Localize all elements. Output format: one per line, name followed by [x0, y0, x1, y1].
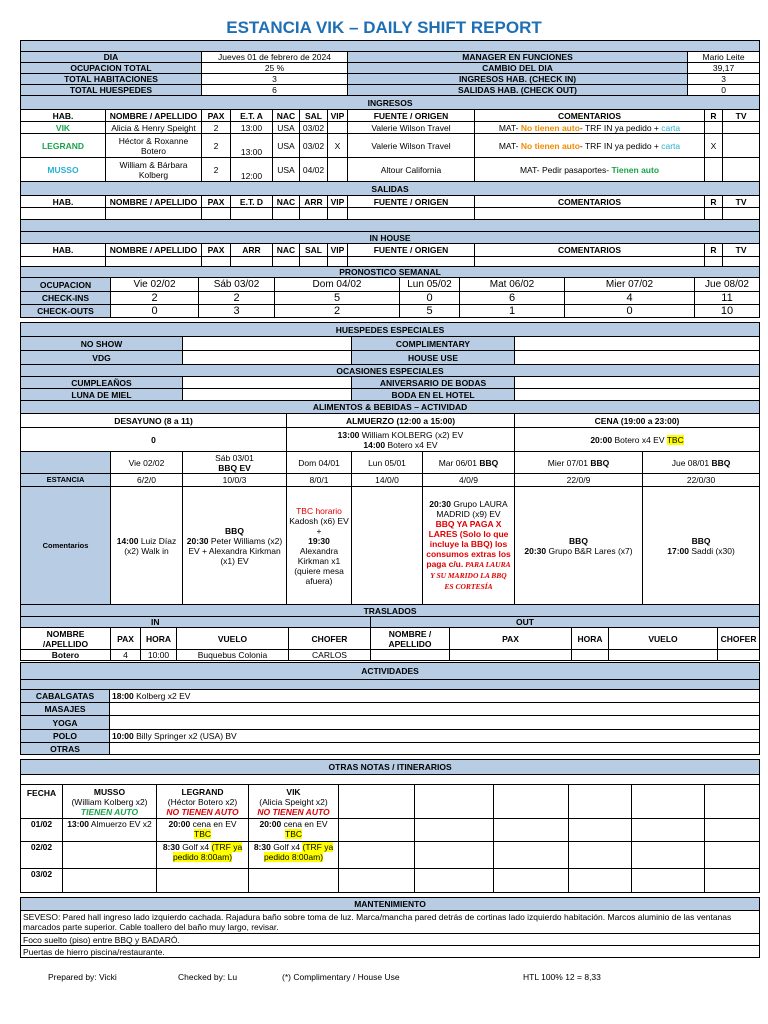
col-header: SAL [300, 244, 328, 257]
forecast-table [20, 266, 760, 318]
transfer-flight: Buquebus Colonia [177, 650, 289, 661]
maintenance-table [20, 897, 760, 958]
notes-table [20, 759, 760, 893]
room-header-vik: VIK (Alicia Speight x2) NO TIENEN AUTO [249, 785, 339, 819]
col-header: VUELO [609, 628, 718, 650]
sal-cell: 04/02 [300, 158, 328, 182]
note-cell: 13:00 Almuerzo EV x2 [63, 819, 157, 842]
dinner-label: CENA (19:00 a 23:00) [515, 414, 760, 428]
checkin-count: 2 [111, 292, 199, 305]
col-header: VUELO [177, 628, 289, 650]
manager-label: MANAGER EN FUNCIONES [348, 52, 688, 63]
comment-cell: MAT- Pedir pasaportes- Tienen auto [475, 158, 705, 182]
habitaciones-value: 3 [202, 74, 348, 85]
guest-name: Héctor & Roxanne Botero [106, 134, 202, 158]
col-header: R [705, 196, 723, 208]
forecast-day: Vie 02/02 [111, 278, 199, 292]
activity-value [110, 703, 760, 716]
transfers-table [20, 604, 760, 661]
col-header: COMENTARIOS [475, 110, 705, 122]
estancia-value: 22/0/9 [515, 474, 643, 487]
col-header: E.T. A [231, 110, 273, 122]
col-header: HORA [572, 628, 609, 650]
no-show-label: NO SHOW [21, 337, 183, 351]
ingresos-count-label: INGRESOS HAB. (CHECK IN) [348, 74, 688, 85]
estancia-value: 10/0/3 [183, 474, 287, 487]
checkin-count: 11 [695, 292, 760, 305]
col-header: NOMBRE / APELLIDO [371, 628, 450, 650]
activity-value: 10:00 Billy Springer x2 (USA) BV [110, 730, 760, 743]
ocupacion-value: 25 % [202, 63, 348, 74]
fb-comment: BBQ 17:00 Saddi (x30) [643, 487, 760, 605]
forecast-day: Mier 07/02 [565, 278, 695, 292]
tv-cell [723, 134, 760, 158]
comment-cell: MAT- No tienen auto- TRF IN ya pedido + carta [475, 134, 705, 158]
activity-value [110, 716, 760, 730]
inhouse-section-title: IN HOUSE [21, 232, 760, 244]
ingresos-count-value: 3 [688, 74, 760, 85]
col-header: PAX [202, 244, 231, 257]
guest-name: William & Bárbara Kolberg [106, 158, 202, 182]
transfer-driver: CARLOS [289, 650, 371, 661]
col-header: R [705, 244, 723, 257]
checkout-count: 0 [565, 305, 695, 318]
transfer-time: 10:00 [141, 650, 177, 661]
r-cell [705, 158, 723, 182]
source-cell: Valerie Wilson Travel [348, 134, 475, 158]
date-header: FECHA [21, 785, 63, 819]
transfers-title: TRASLADOS [21, 605, 760, 617]
note-date: 02/02 [21, 842, 63, 869]
occasions-title: OCASIONES ESPECIALES [21, 365, 760, 377]
col-header: VIP [328, 110, 348, 122]
note-cell: 8:30 Golf x4 (TRF ya pedido 8:00am) [249, 842, 339, 869]
nac-cell: USA [273, 158, 300, 182]
page-title: ESTANCIA VIK – DAILY SHIFT REPORT [226, 18, 542, 37]
eta-cell: 13:00 [231, 122, 273, 134]
col-header: HORA [141, 628, 177, 650]
forecast-day: Lun 05/02 [400, 278, 460, 292]
checkout-count: 2 [275, 305, 400, 318]
maintenance-note: Puertas de hierro piscina/restaurante. [21, 946, 760, 958]
comment-cell: MAT- No tienen auto- TRF IN ya pedido + carta [475, 122, 705, 134]
food-beverage-table [20, 400, 760, 605]
checkout-count: 3 [199, 305, 275, 318]
note-date: 03/02 [21, 869, 63, 893]
r-cell [705, 122, 723, 134]
fb-comment: BBQ 20:30 Grupo B&R Lares (x7) [515, 487, 643, 605]
note-date: 01/02 [21, 819, 63, 842]
huespedes-label: TOTAL HUESPEDES [21, 85, 202, 96]
guest-name: Alicia & Henry Speight [106, 122, 202, 134]
activity-value: 18:00 Kolberg x2 EV [110, 690, 760, 703]
habitaciones-label: TOTAL HABITACIONES [21, 74, 202, 85]
col-header: NOMBRE / APELLIDO [106, 244, 202, 257]
col-header: SAL [300, 110, 328, 122]
checkout-count: 10 [695, 305, 760, 318]
row-label: OCUPACION [21, 278, 111, 292]
checkin-count: 6 [460, 292, 565, 305]
estancia-value: 6/2/0 [111, 474, 183, 487]
col-header: CHOFER [289, 628, 371, 650]
estancia-label: ESTANCIA [21, 474, 111, 487]
checkout-count: 5 [400, 305, 460, 318]
checked-by: Checked by: Lu [178, 972, 238, 982]
table-row [21, 158, 760, 182]
pax-cell: 2 [202, 134, 231, 158]
fb-day: Sáb 03/01 BBQ EV [183, 452, 287, 474]
cambio-label: CAMBIO DEL DIA [348, 63, 688, 74]
col-header: NAC [273, 196, 300, 208]
lunch-label: ALMUERZO (12:00 a 15:00) [287, 414, 515, 428]
tv-cell [723, 122, 760, 134]
report-main-table [20, 40, 760, 270]
honeymoon-label: LUNA DE MIEL [21, 389, 183, 401]
ingresos-section-title: INGRESOS [21, 96, 760, 110]
col-header: HAB. [21, 196, 106, 208]
activities-table [20, 662, 760, 755]
col-header: NOMBRE /APELLIDO [21, 628, 111, 650]
special-guests-table [20, 322, 760, 401]
room-name: MUSSO [21, 158, 106, 182]
col-header: PAX [202, 110, 231, 122]
transfers-out-label: OUT [371, 617, 760, 628]
transfer-pax: 4 [111, 650, 141, 661]
col-header: PAX [202, 196, 231, 208]
dia-value: Jueves 01 de febrero de 2024 [202, 52, 348, 63]
checkin-count: 5 [275, 292, 400, 305]
fb-comment: BBQ 20:30 Peter Williams (x2) EV + Alexandra Kirkman (x1) EV [183, 487, 287, 605]
fb-day: Jue 08/01 BBQ [643, 452, 760, 474]
lunch-value: 13:00 William KOLBERG (x2) EV 14:00 Botero x4 EV [287, 428, 515, 452]
col-header: NOMBRE / APELLIDO [106, 110, 202, 122]
anniversary-label: ANIVERSARIO DE BODAS [352, 377, 515, 389]
complimentary-note: (*) Complimentary / House Use [282, 972, 400, 982]
pax-cell: 2 [202, 122, 231, 134]
activity-value [110, 743, 760, 755]
room-name: VIK [21, 122, 106, 134]
complimentary-label: COMPLIMENTARY [352, 337, 515, 351]
maintenance-note: Foco suelto (piso) entre BBQ y BADARÓ. [21, 934, 760, 946]
vip-cell: X [328, 134, 348, 158]
pax-cell: 2 [202, 158, 231, 182]
salidas-section-title: SALIDAS [21, 182, 760, 196]
col-header: FUENTE / ORIGEN [348, 244, 475, 257]
dinner-value: 20:00 Botero x4 EV TBC [515, 428, 760, 452]
salidas-count-label: SALIDAS HAB. (CHECK OUT) [348, 85, 688, 96]
col-header: ARR [300, 196, 328, 208]
transfer-name: Botero [21, 650, 111, 661]
activity-label: POLO [21, 730, 110, 743]
room-header-legrand: LEGRAND (Héctor Botero x2) NO TIENEN AUTO [157, 785, 249, 819]
col-header: NAC [273, 110, 300, 122]
col-header: TV [723, 110, 760, 122]
ocupacion-label: OCUPACION TOTAL [21, 63, 202, 74]
checkin-count: 0 [400, 292, 460, 305]
col-header: R [705, 110, 723, 122]
row-label: CHECK-INS [21, 292, 111, 305]
col-header: COMENTARIOS [475, 244, 705, 257]
transfers-in-label: IN [21, 617, 371, 628]
col-header: FUENTE / ORIGEN [348, 196, 475, 208]
col-header: HAB. [21, 244, 106, 257]
forecast-day: Mat 06/02 [460, 278, 565, 292]
birthday-label: CUMPLEAÑOS [21, 377, 183, 389]
table-row [21, 122, 760, 134]
activity-label: MASAJES [21, 703, 110, 716]
note-cell: 8:30 Golf x4 (TRF ya pedido 8:00am) [157, 842, 249, 869]
cambio-value: 39,17 [688, 63, 760, 74]
forecast-title: PRONOSTICO SEMANAL [21, 267, 760, 278]
col-header: FUENTE / ORIGEN [348, 110, 475, 122]
source-cell: Valerie Wilson Travel [348, 122, 475, 134]
estancia-value: 8/0/1 [287, 474, 352, 487]
sal-cell: 03/02 [300, 122, 328, 134]
sal-cell: 03/02 [300, 134, 328, 158]
fb-day: Dom 04/01 [287, 452, 352, 474]
room-name: LEGRAND [21, 134, 106, 158]
eta-cell: 13:00 [231, 134, 273, 158]
col-header: TV [723, 244, 760, 257]
header-band [21, 41, 760, 52]
notes-title: OTRAS NOTAS / ITINERARIOS [21, 760, 760, 775]
fb-comment: TBC horario Kadosh (x6) EV + 19:30 Alexandra Kirkman x1 (quiere mesa afuera) [287, 487, 352, 605]
estancia-value: 22/0/30 [643, 474, 760, 487]
activity-label: CABALGATAS [21, 690, 110, 703]
activity-label: OTRAS [21, 743, 110, 755]
checkin-count: 4 [565, 292, 695, 305]
fb-title: ALIMENTOS & BEBIDAS – ACTIVIDAD [21, 401, 760, 414]
salidas-count-value: 0 [688, 85, 760, 96]
source-cell: Altour California [348, 158, 475, 182]
col-header: TV [723, 196, 760, 208]
comments-label: Comentarios [21, 487, 111, 605]
estancia-value: 4/0/9 [423, 474, 515, 487]
col-header: VIP [328, 244, 348, 257]
table-row [21, 134, 760, 158]
col-header: CHOFER [718, 628, 760, 650]
eta-cell: 12:00 [231, 158, 273, 182]
breakfast-value: 0 [21, 428, 287, 452]
checkin-count: 2 [199, 292, 275, 305]
table-row [21, 650, 760, 661]
fb-day: Vie 02/02 [111, 452, 183, 474]
fb-day: Mar 06/01 BBQ [423, 452, 515, 474]
r-cell: X [705, 134, 723, 158]
col-header: NOMBRE / APELLIDO [106, 196, 202, 208]
room-header-musso: MUSSO (William Kolberg x2) TIENEN AUTO [63, 785, 157, 819]
col-header: VIP [328, 196, 348, 208]
col-header: PAX [450, 628, 572, 650]
col-header: COMENTARIOS [475, 196, 705, 208]
fb-comment: 14:00 Luiz Díaz (x2) Walk in [111, 487, 183, 605]
house-use-label: HOUSE USE [352, 351, 515, 365]
table-row [21, 208, 760, 220]
note-cell: 20:00 cena en EV TBC [157, 819, 249, 842]
col-header: HAB. [21, 110, 106, 122]
estancia-value: 14/0/0 [352, 474, 423, 487]
col-header: NAC [273, 244, 300, 257]
checkout-count: 0 [111, 305, 199, 318]
col-header: PAX [111, 628, 141, 650]
col-header: E.T. D [231, 196, 273, 208]
tv-cell [723, 158, 760, 182]
vip-cell [328, 122, 348, 134]
nac-cell: USA [273, 122, 300, 134]
vdg-label: VDG [21, 351, 183, 365]
forecast-day: Sáb 03/02 [199, 278, 275, 292]
row-label: CHECK-OUTS [21, 305, 111, 318]
forecast-day: Jue 08/02 [695, 278, 760, 292]
fb-day: Mier 07/01 BBQ [515, 452, 643, 474]
fb-day: Lun 05/01 [352, 452, 423, 474]
dia-label: DIA [21, 52, 202, 63]
manager-value: Mario Leite [688, 52, 760, 63]
vip-cell [328, 158, 348, 182]
huespedes-value: 6 [202, 85, 348, 96]
activities-title: ACTIVIDADES [21, 663, 760, 680]
maintenance-note: SEVESO: Pared hall ingreso lado izquierdo cachada. Rajadura baño sobre toma de luz. Marca/mancha pared detrás de cortinas lado izquierdo habitación. Marcos aluminio de las ventanas marcados parte superior. Cable toallero del baño muy largo, revisar. [21, 911, 760, 934]
col-header: ARR [231, 244, 273, 257]
wedding-label: BODA EN EL HOTEL [352, 389, 515, 401]
note-cell: 20:00 cena en EV TBC [249, 819, 339, 842]
prepared-by: Prepared by: Vicki [48, 972, 117, 982]
nac-cell: USA [273, 134, 300, 158]
fb-comment: 20:30 Grupo LAURA MADRID (x9) EV BBQ YA PAGA X LARES (Solo lo que incluye la BBQ) los consumos extras los paga c/u. PARA LAURA Y SU MARIDO LA BBQ ES CORTESÍA [423, 487, 515, 605]
maintenance-title: MANTENIMIENTO [21, 898, 760, 911]
separator-band [21, 220, 760, 232]
htl-note: HTL 100% 12 = 8,33 [523, 972, 601, 982]
special-guests-title: HUESPEDES ESPECIALES [21, 323, 760, 337]
breakfast-label: DESAYUNO (8 a 11) [21, 414, 287, 428]
forecast-day: Dom 04/02 [275, 278, 400, 292]
activity-label: YOGA [21, 716, 110, 730]
checkout-count: 1 [460, 305, 565, 318]
